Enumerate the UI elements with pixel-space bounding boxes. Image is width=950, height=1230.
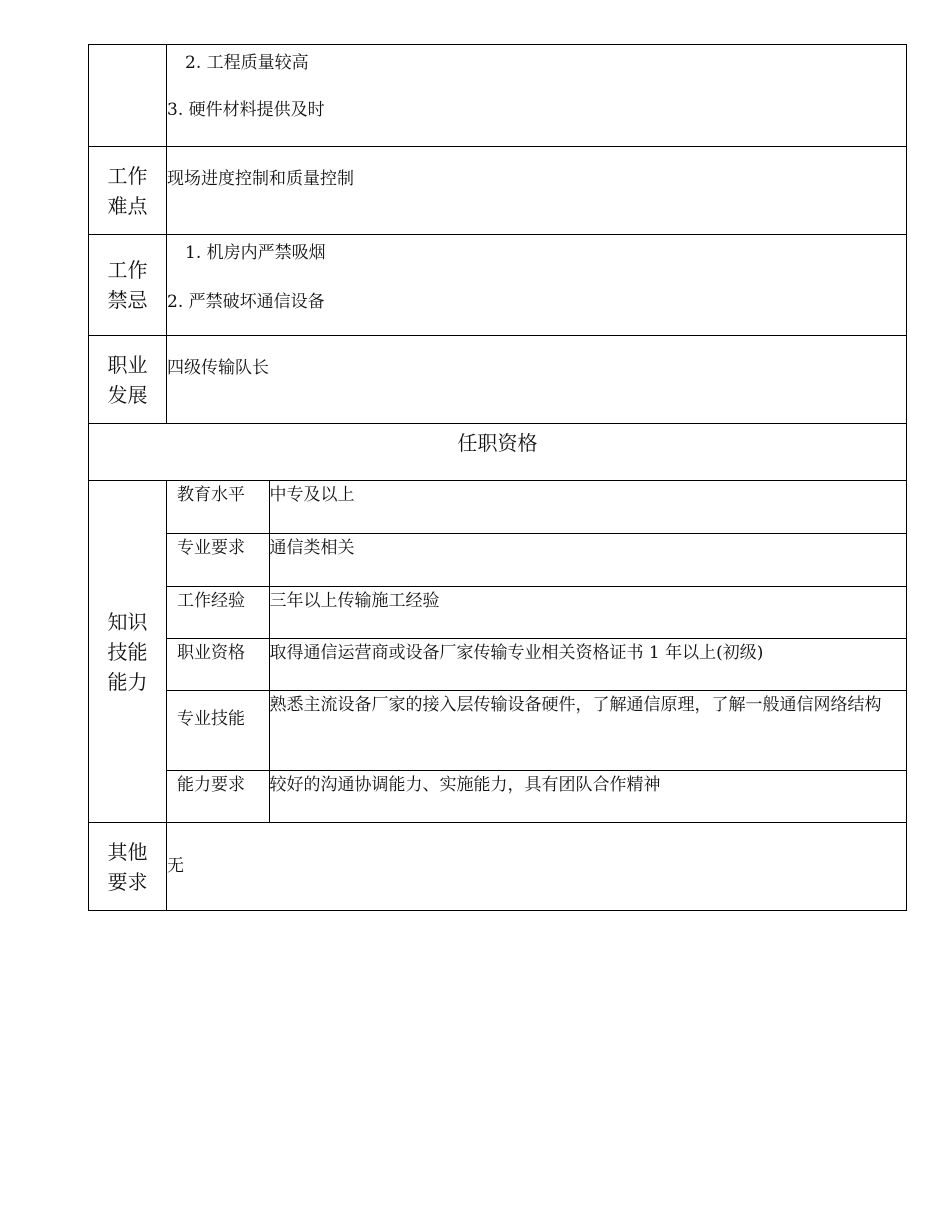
other-row [89, 823, 907, 911]
taboo-item: 2. 严禁破坏通信设备 [167, 292, 325, 312]
qualifications-row [89, 481, 907, 823]
difficulty-label: 工作 难点 [89, 147, 167, 235]
career-label: 职业 发展 [89, 336, 167, 424]
taboo-label: 工作 禁忌 [89, 235, 167, 336]
qualifications-detail-cell [167, 481, 907, 823]
qualification-value: 熟悉主流设备厂家的接入层传输设备硬件，了解通信原理，了解一般通信网络结构 [269, 690, 906, 770]
difficulty-row [89, 147, 907, 235]
qualification-value: 取得通信运营商或设备厂家传输专业相关资格证书 1 年以上(初级) [269, 638, 906, 690]
career-value: 四级传输队长 [167, 336, 907, 424]
qualification-key: 教育水平 [167, 481, 269, 533]
advantages-row [89, 45, 907, 147]
advantages-label-cell [89, 45, 167, 147]
qualifications-header-row [89, 424, 907, 481]
qualifications-detail-table [167, 481, 906, 822]
other-value: 无 [167, 823, 907, 911]
job-description-table [88, 44, 907, 911]
taboo-content [167, 235, 907, 336]
difficulty-value: 现场进度控制和质量控制 [167, 147, 907, 235]
qualification-row [167, 690, 906, 770]
qualification-value: 通信类相关 [269, 533, 906, 586]
career-row [89, 336, 907, 424]
qualification-value: 较好的沟通协调能力、实施能力，具有团队合作精神 [269, 774, 661, 795]
qualification-row [167, 586, 906, 638]
qualification-key: 能力要求 [167, 770, 269, 822]
qualification-row [167, 481, 906, 533]
ksa-label: 知识 技能 能力 [89, 481, 167, 823]
qualification-value: 中专及以上 [269, 481, 906, 533]
advantages-content [167, 45, 907, 147]
other-label: 其他 要求 [89, 823, 167, 911]
qualification-value: 三年以上传输施工经验 [269, 586, 906, 638]
taboo-item: 1. 机房内严禁吸烟 [185, 243, 326, 263]
qualification-row [167, 533, 906, 586]
qualification-key: 工作经验 [167, 586, 269, 638]
qualifications-title: 任职资格 [89, 424, 907, 481]
advantage-item: 2. 工程质量较高 [185, 53, 309, 73]
qualification-key: 专业技能 [167, 690, 269, 770]
qualification-key: 专业要求 [167, 533, 269, 586]
taboo-row [89, 235, 907, 336]
qualification-row [167, 638, 906, 690]
advantage-item: 3. 硬件材料提供及时 [167, 100, 325, 120]
qualification-row [167, 770, 906, 822]
qualification-key: 职业资格 [167, 638, 269, 690]
